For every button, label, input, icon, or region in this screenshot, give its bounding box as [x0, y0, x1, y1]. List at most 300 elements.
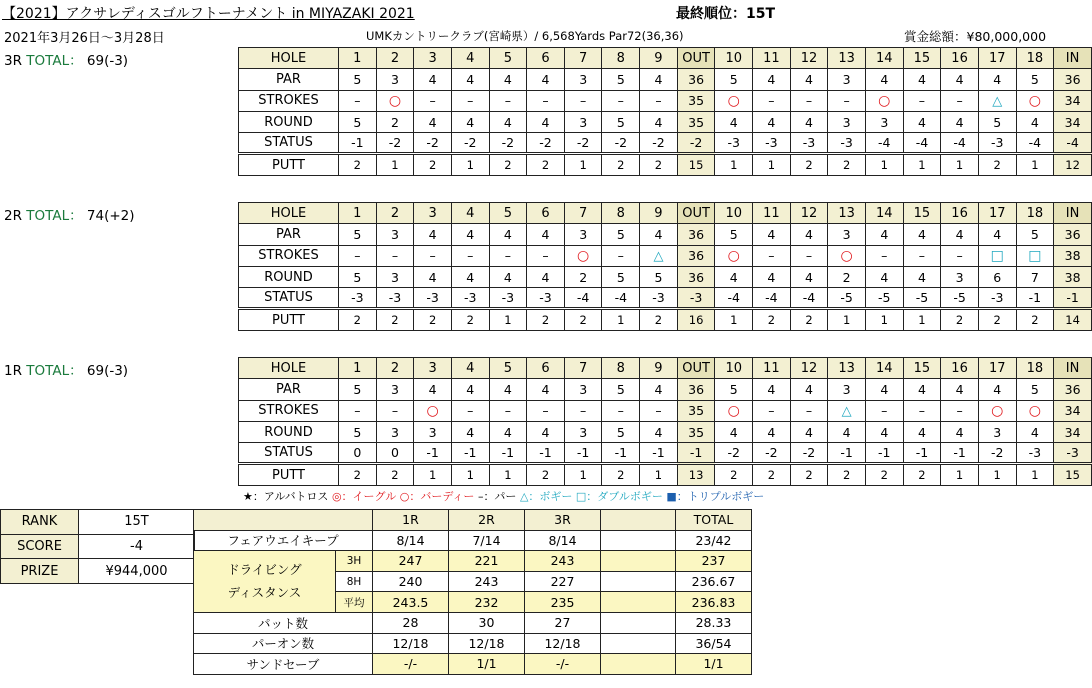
strokes-cell [489, 245, 527, 266]
hole-cell: 13 [828, 358, 866, 379]
round-cell: 4 [753, 421, 791, 442]
strokes-cell [715, 245, 753, 266]
stroke-value: – [504, 93, 511, 109]
status-cell: -2 [790, 443, 828, 464]
putt-cell: 15 [677, 154, 715, 175]
putt-cell: 2 [489, 154, 527, 175]
round-cell: 4 [489, 266, 527, 287]
strokes-cell [865, 90, 903, 111]
putts-total: 28.33 [676, 612, 752, 633]
strokes-cell [903, 400, 941, 421]
davg-1r: 243.5 [373, 592, 449, 613]
row-label-putt: PUTT [239, 464, 339, 485]
strokes-cell [339, 90, 377, 111]
d8h-2r: 243 [449, 571, 525, 592]
round-cell: 5 [602, 111, 640, 132]
status-cell: -3 [978, 133, 1016, 154]
d3h-1r: 247 [373, 551, 449, 572]
putt-cell: 2 [828, 154, 866, 175]
par-cell: 4 [451, 224, 489, 245]
status-cell: -1 [527, 443, 565, 464]
col-1r: 1R [373, 510, 449, 531]
strokes-cell [602, 400, 640, 421]
stroke-value: – [881, 248, 888, 264]
status-cell: -3 [828, 133, 866, 154]
row-round [239, 111, 1092, 132]
hole-cell: 10 [715, 358, 753, 379]
score-value: -4 [79, 534, 195, 559]
par-cell: 5 [602, 379, 640, 400]
hole-cell: 18 [1016, 358, 1054, 379]
status-cell: -1 [677, 443, 715, 464]
putt-cell: 1 [564, 154, 602, 175]
round-cell: 4 [790, 111, 828, 132]
strokes-cell [527, 245, 565, 266]
strokes-cell [376, 90, 414, 111]
round-cell: 4 [715, 111, 753, 132]
col-blank [601, 510, 676, 531]
round-cell: 4 [865, 266, 903, 287]
round-cell: 4 [640, 111, 678, 132]
round-cell: 35 [677, 421, 715, 442]
hole-cell: 11 [753, 48, 791, 69]
strokes-cell [790, 90, 828, 111]
putt-cell: 16 [677, 309, 715, 330]
gir-label: パーオン数 [194, 633, 373, 654]
hole-cell: 12 [790, 203, 828, 224]
bogey-mark: △ [653, 249, 664, 265]
strokes-cell [1016, 400, 1054, 421]
col-3r: 3R [525, 510, 601, 531]
hole-cell: 10 [715, 48, 753, 69]
par-cell: 4 [978, 224, 1016, 245]
status-cell: -5 [903, 288, 941, 309]
hole-cell: 2 [376, 48, 414, 69]
birdie-mark: ○ [1028, 403, 1041, 420]
round-cell: 4 [489, 111, 527, 132]
hole-cell: 5 [489, 203, 527, 224]
stroke-value: – [655, 93, 662, 109]
par-cell: 3 [828, 224, 866, 245]
par-cell: 4 [903, 224, 941, 245]
strokes-cell [677, 245, 715, 266]
putt-cell: 2 [978, 309, 1016, 330]
strokes-cell [339, 245, 377, 266]
tournament-title[interactable]: 【2021】アクサレディスゴルフトーナメント in MIYAZAKI 2021 [2, 6, 415, 22]
stroke-value: – [542, 248, 549, 264]
rank-value: 15T [79, 510, 195, 535]
round-cell: 4 [451, 421, 489, 442]
par-cell: 4 [414, 69, 452, 90]
status-cell: -1 [414, 443, 452, 464]
stroke-value: – [542, 403, 549, 419]
par-cell: 4 [790, 379, 828, 400]
round-cell: 3 [564, 111, 602, 132]
strokes-cell [978, 90, 1016, 111]
par-cell: 4 [941, 224, 979, 245]
status-cell: -1 [451, 443, 489, 464]
gir-total: 36/54 [676, 633, 752, 654]
stroke-value: – [655, 403, 662, 419]
stroke-value: 35 [688, 403, 705, 419]
hole-cell: 18 [1016, 48, 1054, 69]
round-cell: 4 [941, 421, 979, 442]
stroke-value: – [843, 93, 850, 109]
hole-cell: 11 [753, 203, 791, 224]
stroke-value: – [354, 248, 361, 264]
strokes-cell [564, 400, 602, 421]
stroke-value: – [467, 403, 474, 419]
row-hole [239, 203, 1092, 224]
par-cell: 4 [489, 69, 527, 90]
status-cell: -5 [828, 288, 866, 309]
putt-cell: 2 [790, 464, 828, 485]
davg-3r: 235 [525, 592, 601, 613]
strokes-cell [865, 400, 903, 421]
round-cell: 34 [1054, 421, 1092, 442]
stroke-value: – [467, 93, 474, 109]
par-cell: 4 [489, 379, 527, 400]
strokes-cell [941, 400, 979, 421]
round-cell: 4 [753, 111, 791, 132]
hole-cell: 16 [941, 358, 979, 379]
row-par [239, 69, 1092, 90]
tournament-dates: 2021年3月26日～3月28日 [4, 31, 165, 46]
hole-cell: 4 [451, 358, 489, 379]
round-cell: 3 [941, 266, 979, 287]
hole-cell: 14 [865, 203, 903, 224]
driving-distance-label: ドライビング ディスタンス [194, 551, 336, 613]
par-cell: 5 [715, 224, 753, 245]
stroke-value: – [881, 403, 888, 419]
strokes-cell [414, 90, 452, 111]
hole-cell: 11 [753, 358, 791, 379]
par-cell: 4 [865, 379, 903, 400]
status-cell: -1 [828, 443, 866, 464]
round-cell: 38 [1054, 266, 1092, 287]
hole-cell: 9 [640, 48, 678, 69]
status-cell: -2 [677, 133, 715, 154]
strokes-cell [489, 90, 527, 111]
round-cell: 4 [1016, 111, 1054, 132]
stroke-value: – [617, 403, 624, 419]
hole-cell: 8 [602, 48, 640, 69]
hole-cell: 2 [376, 358, 414, 379]
birdie-mark: ○ [577, 248, 590, 265]
strokes-cell [753, 400, 791, 421]
putt-cell: 1 [564, 464, 602, 485]
round-cell: 4 [790, 421, 828, 442]
status-cell: -1 [1054, 288, 1092, 309]
par-cell: 4 [451, 379, 489, 400]
hole-cell: 5 [489, 48, 527, 69]
round-cell: 5 [602, 266, 640, 287]
stroke-value: 38 [1064, 248, 1081, 264]
d8h-1r: 240 [373, 571, 449, 592]
strokes-cell [602, 245, 640, 266]
status-cell: -2 [489, 133, 527, 154]
putt-cell: 1 [640, 464, 678, 485]
col-2r: 2R [449, 510, 525, 531]
round-cell: 4 [715, 266, 753, 287]
birdie-mark: ○ [727, 248, 740, 265]
hole-cell: OUT [677, 48, 715, 69]
row-label-strokes: STROKES [239, 400, 339, 421]
strokes-cell [451, 400, 489, 421]
putt-cell: 2 [527, 309, 565, 330]
status-cell: -2 [564, 133, 602, 154]
hole-cell: 14 [865, 358, 903, 379]
strokes-cell [941, 90, 979, 111]
stroke-value: – [918, 93, 926, 109]
stroke-value: – [467, 248, 474, 264]
row-label-round: ROUND [239, 266, 339, 287]
par-cell: 3 [828, 69, 866, 90]
putt-cell: 2 [376, 309, 414, 330]
stroke-value: – [768, 248, 775, 264]
hole-cell: OUT [677, 203, 715, 224]
hole-cell: 12 [790, 358, 828, 379]
status-cell: -3 [1016, 443, 1054, 464]
putt-cell: 1 [865, 309, 903, 330]
round-cell: 3 [376, 266, 414, 287]
putts-3r: 27 [525, 612, 601, 633]
row-par [239, 224, 1092, 245]
fairway-3r: 8/14 [525, 530, 601, 551]
d3h-3r: 243 [525, 551, 601, 572]
round-cell: 4 [790, 266, 828, 287]
hole-cell: 15 [903, 203, 941, 224]
legend-bogey: △：ボギー [519, 490, 573, 503]
davg-2r: 232 [449, 592, 525, 613]
stroke-value: – [805, 93, 813, 109]
row-putt [239, 309, 1092, 330]
status-cell: -2 [753, 443, 791, 464]
stroke-value: – [580, 403, 587, 419]
status-cell: -4 [790, 288, 828, 309]
d8h-total: 236.67 [676, 571, 752, 592]
status-cell: -3 [376, 288, 414, 309]
status-cell: -4 [564, 288, 602, 309]
status-cell: -3 [677, 288, 715, 309]
scorecard-3r [238, 47, 1092, 176]
putt-cell: 2 [414, 154, 452, 175]
par-cell: 4 [941, 379, 979, 400]
hole-cell: 14 [865, 48, 903, 69]
round-cell: 3 [414, 421, 452, 442]
row-label-status: STATUS [239, 288, 339, 309]
round-cell: 4 [903, 266, 941, 287]
status-cell: -3 [414, 288, 452, 309]
d3h-total: 237 [676, 551, 752, 572]
strokes-cell [414, 245, 452, 266]
row-label-hole: HOLE [239, 48, 339, 69]
status-cell: -1 [903, 443, 941, 464]
strokes-cell [1054, 245, 1092, 266]
par-cell: 4 [903, 379, 941, 400]
score-label: SCORE [1, 534, 79, 559]
round-cell: 5 [640, 266, 678, 287]
par-cell: 3 [376, 224, 414, 245]
row-label-strokes: STROKES [239, 90, 339, 111]
stroke-value: – [918, 248, 926, 264]
round-cell: 4 [489, 421, 527, 442]
par-cell: 36 [677, 69, 715, 90]
status-cell: -2 [451, 133, 489, 154]
stroke-value: – [391, 403, 399, 419]
par-cell: 4 [790, 224, 828, 245]
stats-corner [194, 510, 373, 531]
sand-total: 1/1 [676, 654, 752, 675]
row-label-hole: HOLE [239, 203, 339, 224]
legend-birdie: ○：バーディー [399, 490, 475, 503]
strokes-cell [753, 90, 791, 111]
row-label-status: STATUS [239, 443, 339, 464]
putt-cell: 2 [339, 464, 377, 485]
round-cell: 5 [339, 421, 377, 442]
hole-cell: 17 [978, 358, 1016, 379]
stroke-value: 34 [1064, 93, 1081, 109]
round-cell: 3 [828, 111, 866, 132]
par-cell: 3 [564, 224, 602, 245]
status-cell: -2 [414, 133, 452, 154]
strokes-cell [1054, 400, 1092, 421]
status-cell: -4 [602, 288, 640, 309]
strokes-cell [941, 245, 979, 266]
status-cell: -4 [753, 288, 791, 309]
strokes-cell [527, 90, 565, 111]
hole-cell: 1 [339, 358, 377, 379]
row-status [239, 443, 1092, 464]
status-cell: 0 [376, 443, 414, 464]
round-cell: 3 [564, 421, 602, 442]
par-cell: 5 [715, 69, 753, 90]
stroke-value: – [956, 403, 963, 419]
putt-cell: 2 [602, 464, 640, 485]
stroke-value: – [354, 93, 361, 109]
par-cell: 5 [602, 69, 640, 90]
par-cell: 5 [1016, 224, 1054, 245]
rank-label: RANK [1, 510, 79, 535]
hole-cell: 7 [564, 48, 602, 69]
hole-cell: OUT [677, 358, 715, 379]
putts-2r: 30 [449, 612, 525, 633]
putt-cell: 1 [715, 154, 753, 175]
putt-cell: 2 [903, 464, 941, 485]
putt-cell: 12 [1054, 154, 1092, 175]
strokes-cell [677, 90, 715, 111]
round-total-1r: 1R TOTAL： 69(-3) [4, 363, 129, 379]
putt-cell: 2 [640, 154, 678, 175]
davg-total: 236.83 [676, 592, 752, 613]
hole-cell: 4 [451, 203, 489, 224]
par-cell: 4 [903, 69, 941, 90]
row-par [239, 379, 1092, 400]
hole-cell: 15 [903, 358, 941, 379]
round-cell: 5 [339, 111, 377, 132]
par-cell: 4 [941, 69, 979, 90]
hole-cell: 7 [564, 358, 602, 379]
stroke-value: – [580, 93, 587, 109]
hole-cell: 6 [527, 48, 565, 69]
putt-cell: 2 [527, 154, 565, 175]
par-cell: 4 [978, 379, 1016, 400]
stroke-value: – [354, 403, 361, 419]
hole-cell: 13 [828, 48, 866, 69]
strokes-cell [1054, 90, 1092, 111]
round-cell: 3 [978, 421, 1016, 442]
status-cell: -4 [941, 133, 979, 154]
d3h-2r: 221 [449, 551, 525, 572]
par-cell: 5 [339, 69, 377, 90]
row-label-putt: PUTT [239, 154, 339, 175]
status-cell: -1 [865, 443, 903, 464]
putt-cell: 1 [828, 309, 866, 330]
strokes-cell [1016, 90, 1054, 111]
putt-cell: 1 [753, 154, 791, 175]
hole-cell: 17 [978, 48, 1016, 69]
putt-cell: 1 [376, 154, 414, 175]
putt-cell: 15 [1054, 464, 1092, 485]
legend-triple-bogey: ■：トリプルボギー [666, 490, 765, 503]
status-cell: -1 [941, 443, 979, 464]
putt-cell: 1 [715, 309, 753, 330]
status-cell: -1 [1016, 288, 1054, 309]
final-rank: 最終順位：15T [676, 6, 776, 22]
birdie-mark: ○ [840, 248, 853, 265]
status-cell: -4 [903, 133, 941, 154]
stroke-value: – [617, 248, 624, 264]
round-cell: 5 [602, 421, 640, 442]
gir-3r: 12/18 [525, 633, 601, 654]
par-cell: 5 [339, 379, 377, 400]
putt-cell: 1 [602, 309, 640, 330]
sand-label: サンドセーブ [194, 654, 373, 675]
hole-cell: 18 [1016, 203, 1054, 224]
birdie-mark: ○ [388, 93, 402, 110]
status-cell: -2 [376, 133, 414, 154]
fairway-total: 23/42 [676, 530, 752, 551]
putt-cell: 1 [451, 154, 489, 175]
putt-cell: 1 [489, 464, 527, 485]
round-cell: 34 [1054, 111, 1092, 132]
par-cell: 3 [564, 69, 602, 90]
strokes-cell [414, 400, 452, 421]
hole-cell: 6 [527, 358, 565, 379]
status-cell: -4 [1054, 133, 1092, 154]
putt-cell: 1 [451, 464, 489, 485]
putt-cell: 1 [903, 309, 941, 330]
round-cell: 4 [828, 421, 866, 442]
row-status [239, 288, 1092, 309]
strokes-cell [978, 245, 1016, 266]
row-strokes [239, 400, 1092, 421]
stroke-value: – [391, 248, 399, 264]
stroke-value: – [805, 248, 813, 264]
par-cell: 4 [865, 69, 903, 90]
putt-cell: 2 [640, 309, 678, 330]
par-cell: 4 [753, 379, 791, 400]
hole-cell: 8 [602, 358, 640, 379]
hole-cell: 17 [978, 203, 1016, 224]
par-cell: 5 [339, 224, 377, 245]
strokes-cell [527, 400, 565, 421]
round-cell: 4 [941, 111, 979, 132]
par-cell: 5 [1016, 69, 1054, 90]
row-label-par: PAR [239, 224, 339, 245]
gir-1r: 12/18 [373, 633, 449, 654]
strokes-cell [640, 90, 678, 111]
